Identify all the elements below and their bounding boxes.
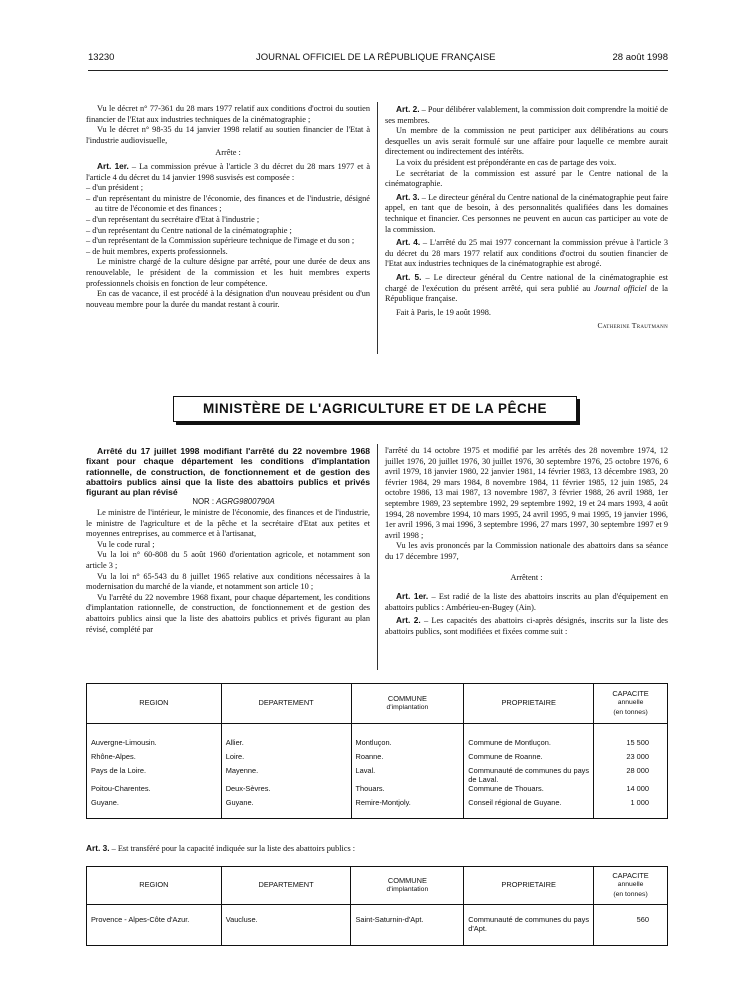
arrete-title: Arrêté du 17 juillet 1998 modifiant l'arrêté du 22 novembre 1968 fixant pour chaque département les conditions d'implantation rationnelle, de construction, de fonctionnement et de gestion des abattoirs publics ainsi que la liste des abattoirs publics et privés figurant au plan révisé — [86, 446, 370, 498]
table-row — [87, 738, 668, 752]
capacities-table — [86, 683, 668, 819]
col-commune — [351, 684, 464, 724]
top-right-column — [385, 104, 668, 332]
col-region: REGION — [87, 684, 222, 724]
arretent-heading: Arrêtent : — [510, 572, 543, 582]
col-capacite-label: CAPACITE — [612, 688, 649, 698]
article-label: Art. 1er. — [97, 160, 129, 171]
paragraph: Vu la loi n° 65-543 du 8 juillet 1965 relative aux conditions nécessaires à la modernisation du marché de la viande, et notamment son article 10 ; — [86, 571, 370, 592]
article-label: Art. 3. — [396, 191, 420, 202]
cell-capacite: 1 000 — [594, 798, 668, 819]
cell-proprietaire: Communauté de communes du pays de Laval. — [464, 766, 594, 784]
nor-code: AGRG9800790A — [216, 497, 275, 507]
cell-commune: Remire-Montjoly. — [351, 798, 464, 819]
paragraph: Le ministre chargé de la culture désigne par arrêté, pour une durée de deux ans renouvelable, le président de la commission et les huit membres experts professionnels choisis en fonction de leur compétence. — [86, 257, 370, 288]
ministry-banner: MINISTÈRE DE L'AGRICULTURE ET DE LA PÊCHE — [173, 396, 577, 422]
cell-commune: Montluçon. — [351, 738, 464, 752]
col-departement: DEPARTEMENT — [221, 684, 351, 724]
table-row — [87, 798, 668, 819]
cell-proprietaire: Commune de Montluçon. — [464, 738, 594, 752]
col-capacite-unit: (en tonnes) — [613, 890, 648, 898]
spacer-cell — [594, 724, 668, 739]
article-label: Art. 4. — [396, 237, 421, 248]
cell-commune: Roanne. — [351, 752, 464, 766]
article-label: Art. 5. — [396, 271, 422, 282]
paragraph: Vu le code rural ; — [97, 539, 155, 549]
cell-region: Pays de la Loire. — [87, 766, 222, 784]
table-row — [87, 752, 668, 766]
col-commune-label: COMMUNE — [387, 875, 427, 885]
place-date: Fait à Paris, le 19 août 1998. — [396, 307, 491, 317]
table-body — [87, 905, 668, 946]
cell-departement: Loire. — [221, 752, 351, 766]
table-row — [87, 915, 668, 946]
paragraph: l'arrêté du 14 octobre 1975 et modifié par les arrêtés des 28 novembre 1974, 12 juillet 1976, 20 juillet 1976, 30 juillet 1976, 30 septembre 1976, 25 octobre 1976, 6 avril 1979, 18 janvier 1980, 22 janvier 1981, 14 février 1983, 13 décembre 1983, 20 février 1984, 29 mars 1984, 8 novembre 1984, 11 février 1985, 12 juin 1985, 24 octobre 1986, 13 mai 1987, 13 novembre 1987, 3 février 1988, 26 avril 1988, 1er septembre 1989, 23 septembre 1992, 29 septembre 1992, 19 et 24 mars 1993, 4 août 1994, 28 novembre 1994, 10 mars 1995, 24 avril 1995, 9 mai 1995, 19 janvier 1996, 1er avril 1996, 3 mai 1996, 3 septembre 1996, 27 mars 1997, 30 septembre 1997 et 9 avril 1998 ; — [385, 446, 668, 540]
composition-list — [86, 183, 370, 257]
spacer-cell — [87, 724, 222, 739]
cell-departement: Guyane. — [221, 798, 351, 819]
journal-name: Journal officiel — [594, 283, 647, 293]
article-5 — [385, 272, 668, 305]
article-text: – Le directeur général du Centre national de la cinématographie est chargé de l'exécution du présent arrêté, qui sera publié au — [385, 272, 668, 293]
article-4 — [385, 237, 668, 270]
paragraph: La voix du président est prépondérante en cas de partage des voix. — [396, 157, 617, 167]
col-region: REGION — [87, 867, 222, 905]
arrete-heading: Arrête : — [215, 148, 241, 158]
cell-proprietaire: Commune de Thouars. — [464, 784, 594, 798]
composition-item: – d'un représentant du Centre national de la cinématographie ; — [86, 225, 292, 235]
composition-item: – de huit membres, experts professionnels. — [86, 246, 228, 256]
col-capacite — [594, 684, 668, 724]
col-capacite-label: CAPACITE — [612, 870, 649, 880]
cell-region: Guyane. — [87, 798, 222, 819]
article-3-block — [86, 843, 668, 855]
article-label: Art. 2. — [396, 104, 420, 114]
spacer-cell — [464, 724, 594, 739]
cell-proprietaire: Conseil régional de Guyane. — [464, 798, 594, 819]
cell-capacite: 15 500 — [594, 738, 668, 752]
cell-region: Provence - Alpes-Côte d'Azur. — [87, 915, 222, 946]
arrete-left-column — [86, 446, 370, 635]
cell-region: Auvergne-Limousin. — [87, 738, 222, 752]
paragraph: Le secrétariat de la commission est assuré par le Centre national de la cinématographie. — [385, 168, 668, 189]
paragraph: Vu les avis prononcés par la Commission nationale des abattoirs dans sa séance du 17 décembre 1997, — [385, 541, 668, 561]
article-text: – Pour délibérer valablement, la commission doit comprendre la moitié de ses membres. — [385, 105, 668, 125]
column-divider — [377, 444, 378, 670]
col-commune-sub: d'implantation — [386, 704, 429, 711]
col-proprietaire: PROPRIETAIRE — [464, 684, 594, 724]
col-commune-label: COMMUNE — [387, 693, 427, 703]
article-3 — [385, 192, 668, 235]
spacer-cell — [87, 905, 222, 916]
article-text: – La commission prévue à l'article 3 du décret du 28 mars 1977 et à l'article 4 du décret du 14 janvier 1998 susvisés est composée : — [86, 161, 370, 182]
composition-item: – d'un président ; — [86, 183, 144, 193]
issue-date: 28 août 1998 — [612, 52, 668, 63]
nor-label: NOR : — [192, 497, 217, 507]
cell-departement: Vaucluse. — [221, 915, 351, 946]
spacer-cell — [464, 905, 594, 916]
article-text: – Les capacités des abattoirs ci-après désignés, inscrits sur la liste des abattoirs publics, sont modifiées et fixées comme suit : — [385, 616, 669, 636]
col-commune-sub: d'implantation — [386, 886, 429, 893]
article-2 — [385, 104, 668, 126]
signature: Catherine Trautmann — [597, 321, 668, 331]
col-proprietaire: PROPRIETAIRE — [464, 867, 594, 905]
col-capacite-sub: annuelle — [617, 881, 644, 889]
spacer-cell — [594, 905, 668, 916]
table-spacer — [87, 905, 668, 916]
composition-item: – d'un représentant de la Commission supérieure technique de l'image et du son ; — [86, 236, 355, 246]
journal-title: JOURNAL OFFICIEL DE LA RÉPUBLIQUE FRANÇAISE — [256, 52, 496, 63]
cell-departement: Allier. — [221, 738, 351, 752]
cell-proprietaire: Communauté de communes du pays d'Apt. — [464, 915, 594, 946]
paragraph: Vu le décret n° 77-361 du 28 mars 1977 relatif aux conditions d'octroi du soutien financier de l'Etat aux industries techniques de la cinématographie ; — [86, 104, 370, 124]
col-capacite-unit: (en tonnes) — [613, 708, 648, 716]
spacer-cell — [221, 724, 351, 739]
cell-departement: Deux-Sèvres. — [221, 784, 351, 798]
table-header-row — [87, 867, 668, 905]
spacer-cell — [351, 724, 464, 739]
spacer-cell — [221, 905, 351, 916]
cell-commune: Saint-Saturnin-d'Apt. — [351, 915, 464, 946]
paragraph: Le ministre de l'intérieur, le ministre de l'économie, des finances et de l'industrie, le ministre de l'agriculture et de la pêche et la secrétaire d'Etat aux petites et moyennes entreprises, au commerce et à l'artisanat, — [86, 508, 370, 539]
arrete-right-column — [385, 446, 668, 638]
page-header — [88, 52, 668, 66]
cell-region: Rhône-Alpes. — [87, 752, 222, 766]
article-2 — [385, 615, 668, 637]
table-row — [87, 766, 668, 784]
article-1 — [385, 591, 668, 613]
cell-region: Poitou-Charentes. — [87, 784, 222, 798]
cell-capacite: 560 — [594, 915, 668, 946]
col-capacite-sub: annuelle — [617, 699, 644, 707]
spacer-cell — [351, 905, 464, 916]
table-spacer — [87, 724, 668, 739]
paragraph: En cas de vacance, il est procédé à la désignation d'un nouveau président ou d'un nouveau membre pour la durée du mandat restant à courir. — [86, 289, 370, 309]
col-commune — [351, 867, 464, 905]
article-label: Art. 2. — [396, 615, 421, 626]
col-capacite — [594, 867, 668, 905]
article-label: Art. 3. — [86, 843, 110, 853]
header-rule — [88, 70, 668, 71]
cell-capacite: 14 000 — [594, 784, 668, 798]
cell-commune: Thouars. — [351, 784, 464, 798]
table-body — [87, 724, 668, 819]
nor-reference — [86, 497, 370, 508]
table-row — [87, 784, 668, 798]
paragraph: Un membre de la commission ne peut participer aux délibérations au cours desquelles un avis serait formulé sur une affaire pour laquelle ce membre aurait directement ou indirectement des intérêts. — [385, 126, 668, 157]
cell-commune: Laval. — [351, 766, 464, 784]
table-header-row — [87, 684, 668, 724]
article-1 — [86, 161, 370, 183]
article-text: de la République française. — [385, 283, 668, 304]
paragraph: Vu le décret n° 98-35 du 14 janvier 1998 relatif au soutien financier de l'Etat à l'industrie audiovisuelle, — [86, 125, 370, 145]
article-text: – Est transféré pour la capacité indiquée sur la liste des abattoirs publics : — [109, 844, 356, 853]
article-text: – Le directeur général du Centre national de la cinématographie peut faire appel, en tant que de besoin, à des personnalités qualifiées dans les domaines technique et financier. Ces personnes ne peuvent en aucun cas participer au vote de la commission. — [385, 192, 668, 234]
composition-item: – d'un représentant du secrétaire d'Etat à l'industrie ; — [86, 214, 260, 224]
top-left-column — [86, 104, 370, 310]
paragraph: Vu l'arrêté du 22 novembre 1968 fixant, pour chaque département, les conditions d'implantation rationnelle, de construction, de fonctionnement et de gestion des abattoirs publics ainsi que la liste des abattoirs publics et privés figurant au plan révisé, complété par — [86, 592, 370, 634]
article-label: Art. 1er. — [396, 591, 429, 602]
article-3 — [86, 843, 668, 855]
composition-item: – d'un représentant du ministre de l'économie, des finances et de l'industrie, désigné au titre de l'économie et des finances ; — [86, 193, 370, 214]
cell-capacite: 23 000 — [594, 752, 668, 766]
article-text: – L'arrêté du 25 mai 1977 concernant la commission prévue à l'article 3 du décret du 28 mars 1977 relatif aux conditions d'octroi du soutien financier de l'Etat aux industries techniques de la cinématographie est abrogé. — [385, 238, 668, 269]
page-number: 13230 — [88, 52, 115, 63]
col-departement: DEPARTEMENT — [221, 867, 351, 905]
cell-proprietaire: Commune de Roanne. — [464, 752, 594, 766]
cell-departement: Mayenne. — [221, 766, 351, 784]
transfer-table — [86, 866, 668, 946]
article-text: – Est radié de la liste des abattoirs inscrits au plan d'équipement en abattoirs publics : Ambérieu-en-Bugey (Ain). — [385, 592, 668, 612]
cell-capacite: 28 000 — [594, 766, 668, 784]
paragraph: Vu la loi n° 60-808 du 5 août 1960 d'orientation agricole, et notamment son article 3 ; — [86, 550, 370, 571]
column-divider — [377, 102, 378, 354]
